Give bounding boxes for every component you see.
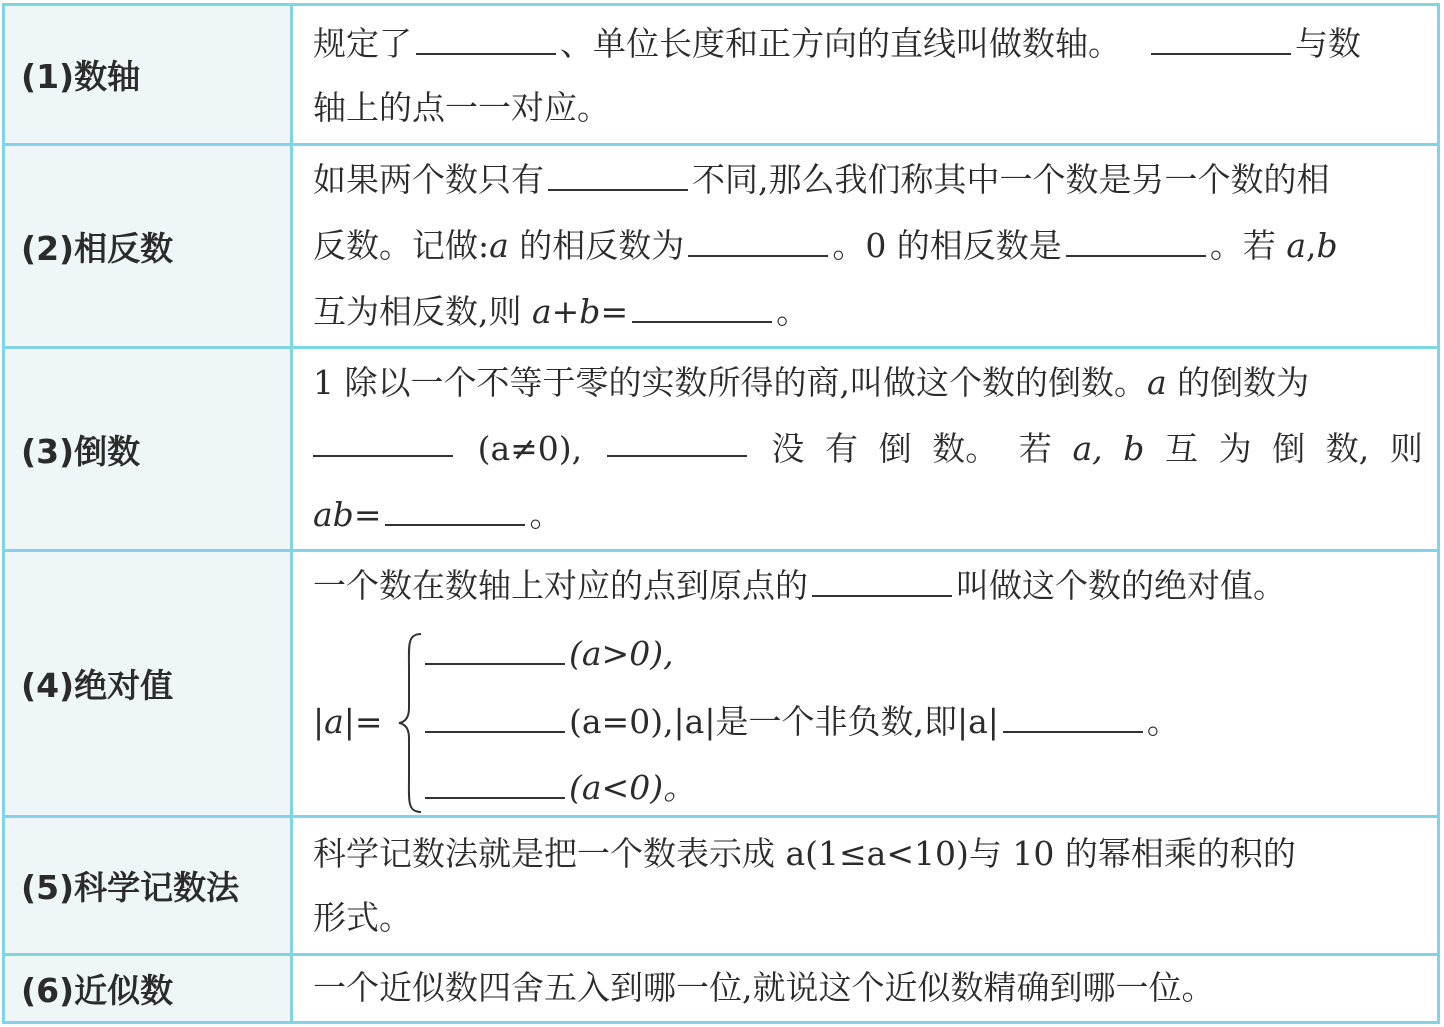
row-content (293, 818, 1437, 953)
fill-blank[interactable] (385, 498, 525, 526)
row-label: (1)数轴 (5, 6, 293, 143)
case-line: (a<0)。 (425, 768, 696, 808)
row-content (293, 552, 1437, 815)
fill-blank[interactable] (812, 569, 952, 597)
content-line: 轴上的点一一对应。 (313, 88, 610, 127)
content-line: 1 除以一个不等于零的实数所得的商,叫做这个数的倒数。a 的倒数为 (313, 363, 1310, 402)
fill-blank[interactable] (1066, 229, 1206, 257)
content-line: (a≠0), 没 有 倒 数。 若 a, b 互 为 倒 数, 则 (313, 429, 1423, 469)
content-line: 互为相反数,则 a+b= 。 (313, 292, 810, 331)
fill-blank[interactable] (1151, 27, 1291, 55)
content-line: 一个近似数四舍五入到哪一位,就说这个近似数精确到哪一位。 (313, 968, 1215, 1007)
fill-blank[interactable] (416, 27, 556, 55)
row-content (293, 349, 1437, 549)
content-line: 反数。记做:a 的相反数为 。0 的相反数是 。若 a,b (313, 226, 1338, 265)
content-line: 一个数在数轴上对应的点到原点的 叫做这个数的绝对值。 (313, 566, 1286, 605)
fill-blank[interactable] (1003, 705, 1143, 733)
content-line: 科学记数法就是把一个数表示成 a(1≤a<10)与 10 的幂相乘的积的 (313, 834, 1296, 873)
row-label: (4)绝对值 (5, 552, 293, 815)
fill-blank[interactable] (425, 637, 565, 665)
fill-blank[interactable] (425, 705, 565, 733)
fill-blank[interactable] (632, 295, 772, 323)
table-row (5, 956, 1437, 1021)
table-row (5, 6, 1437, 146)
row-content (293, 956, 1437, 1021)
fill-blank[interactable] (425, 771, 565, 799)
row-label: (2)相反数 (5, 146, 293, 346)
knowledge-table (2, 3, 1440, 1024)
abs-lhs: |a|= (313, 702, 383, 741)
fill-blank[interactable] (607, 429, 747, 457)
left-brace-icon (395, 630, 425, 816)
content-line: 形式。 (313, 898, 412, 937)
row-label: (5)科学记数法 (5, 818, 293, 953)
table-row (5, 349, 1437, 552)
row-content (293, 146, 1437, 346)
content-line: ab= 。 (313, 495, 563, 534)
row-label: (3)倒数 (5, 349, 293, 549)
table-row (5, 146, 1437, 349)
fill-blank[interactable] (548, 163, 688, 191)
fill-blank[interactable] (313, 429, 453, 457)
piecewise-definition (313, 630, 1413, 820)
row-content (293, 6, 1437, 143)
table-row (5, 552, 1437, 818)
content-line: 如果两个数只有 不同,那么我们称其中一个数是另一个数的相 (313, 160, 1330, 199)
fill-blank[interactable] (688, 229, 828, 257)
content-line: 规定了 、单位长度和正方向的直线叫做数轴。 与数 (313, 24, 1361, 63)
table-row (5, 818, 1437, 956)
row-label: (6)近似数 (5, 956, 293, 1021)
case-line: (a>0), (425, 634, 674, 674)
case-line: (a=0),|a|是一个非负数,即|a| 。 (425, 702, 1180, 742)
